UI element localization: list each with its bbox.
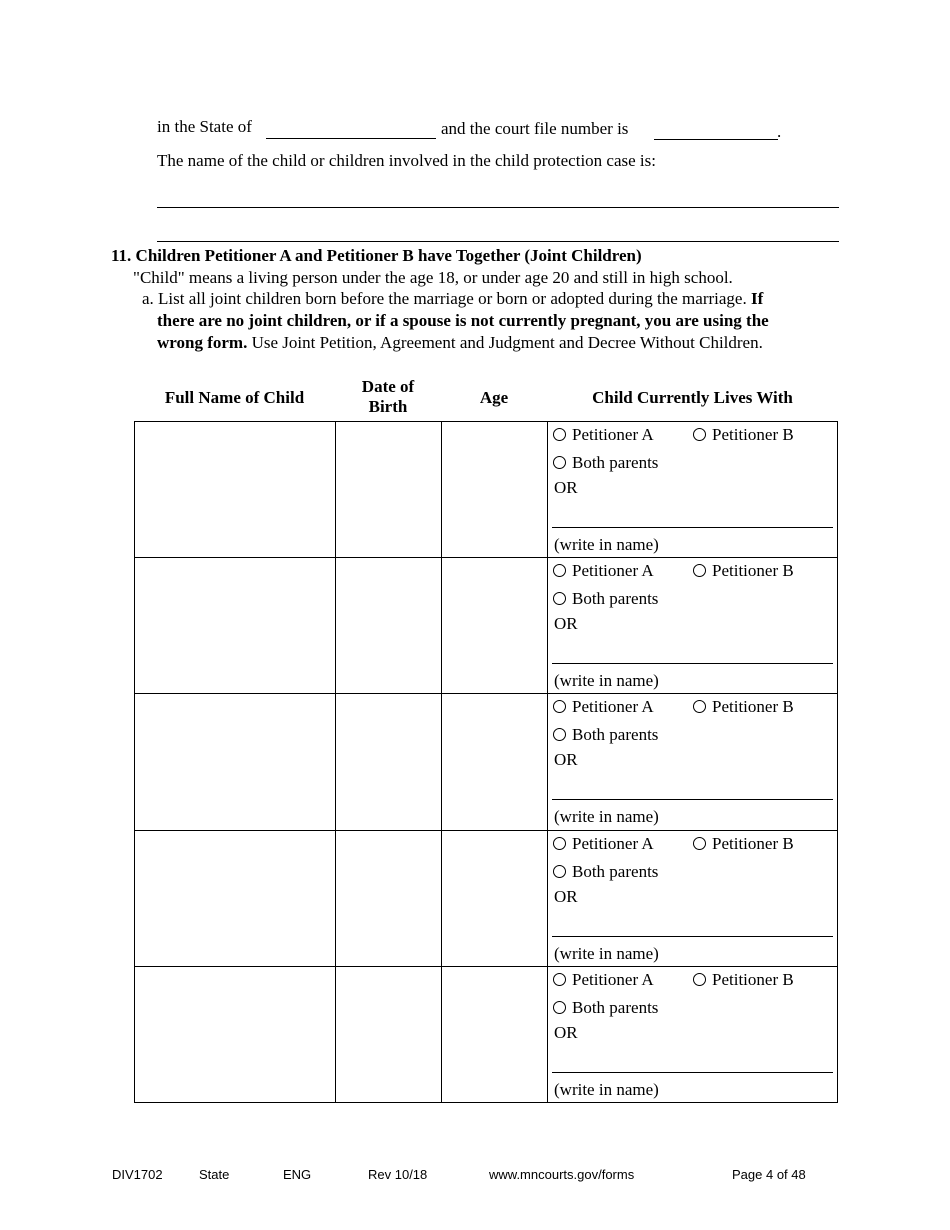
write-in-name-field[interactable] bbox=[552, 663, 833, 664]
write-in-label: (write in name) bbox=[554, 807, 659, 826]
row-4-lives-with-cell bbox=[548, 831, 838, 967]
petitioner-b-option[interactable] bbox=[693, 834, 794, 854]
petitioner-a-option[interactable] bbox=[553, 834, 654, 854]
write-in-name-field[interactable] bbox=[552, 527, 833, 528]
item-a-bold-1: If bbox=[750, 289, 764, 308]
option-label: Both parents bbox=[572, 998, 659, 1017]
option-label: Both parents bbox=[572, 862, 659, 881]
write-in-label: (write in name) bbox=[554, 944, 659, 963]
footer-language: ENG bbox=[283, 1167, 312, 1182]
child-names-text: The name of the child or children involved in the child protection case is: bbox=[157, 151, 656, 170]
row-2-dob-cell[interactable] bbox=[337, 560, 439, 690]
radio-icon[interactable] bbox=[553, 428, 566, 441]
radio-icon[interactable] bbox=[693, 564, 706, 577]
option-label: Both parents bbox=[572, 589, 659, 608]
header-dob bbox=[335, 377, 441, 417]
children-table bbox=[134, 421, 838, 1103]
footer-form-id: DIV1702 bbox=[112, 1167, 163, 1182]
item-a-end: Use Joint Petition, Agreement and Judgment and Decree Without Children. bbox=[251, 333, 763, 352]
petitioner-b-option[interactable] bbox=[693, 561, 794, 581]
radio-icon[interactable] bbox=[693, 837, 706, 850]
header-dob-line-1: Date of bbox=[361, 377, 415, 396]
write-in-label: (write in name) bbox=[554, 1080, 659, 1099]
row-1-lives-with-cell bbox=[548, 422, 838, 558]
petitioner-a-option[interactable] bbox=[553, 561, 654, 581]
or-text: OR bbox=[554, 478, 578, 497]
option-label: Both parents bbox=[572, 725, 659, 744]
court-file-number-field[interactable] bbox=[654, 139, 778, 140]
radio-icon[interactable] bbox=[693, 700, 706, 713]
radio-icon[interactable] bbox=[553, 837, 566, 850]
row-3-dob-cell[interactable] bbox=[337, 696, 439, 826]
radio-icon[interactable] bbox=[553, 700, 566, 713]
footer-url[interactable]: www.mncourts.gov/forms bbox=[489, 1167, 635, 1182]
row-1-name-cell[interactable] bbox=[137, 424, 333, 554]
row-2-name-cell[interactable] bbox=[137, 560, 333, 690]
or-text: OR bbox=[554, 750, 578, 769]
option-label: Petitioner A bbox=[572, 561, 654, 580]
child-names-field-line-1[interactable] bbox=[157, 207, 839, 208]
option-label: Petitioner A bbox=[572, 834, 654, 853]
both-parents-option[interactable] bbox=[553, 998, 658, 1018]
header-full-name: Full Name of Child bbox=[164, 388, 305, 407]
petitioner-b-option[interactable] bbox=[693, 970, 794, 990]
row-5-age-cell[interactable] bbox=[443, 969, 545, 1099]
write-in-name-field[interactable] bbox=[552, 1072, 833, 1073]
state-prefix-text: in the State of bbox=[157, 117, 252, 136]
item-a-line-3 bbox=[157, 333, 763, 353]
both-parents-option[interactable] bbox=[553, 453, 658, 473]
row-3-lives-with-cell bbox=[548, 694, 838, 830]
radio-icon[interactable] bbox=[553, 973, 566, 986]
option-label: Petitioner A bbox=[572, 697, 654, 716]
both-parents-option[interactable] bbox=[553, 589, 658, 609]
radio-icon[interactable] bbox=[553, 865, 566, 878]
row-3-age-cell[interactable] bbox=[443, 696, 545, 826]
petitioner-a-option[interactable] bbox=[553, 425, 654, 445]
footer-jurisdiction: State bbox=[199, 1167, 230, 1182]
write-in-label: (write in name) bbox=[554, 535, 659, 554]
row-5-lives-with-cell bbox=[548, 967, 838, 1103]
write-in-name-field[interactable] bbox=[552, 799, 833, 800]
or-text: OR bbox=[554, 887, 578, 906]
item-a-start: a. List all joint children born before the marriage or born or adopted during the marriage. bbox=[142, 289, 747, 308]
state-field[interactable] bbox=[266, 138, 436, 139]
petitioner-a-option[interactable] bbox=[553, 697, 654, 717]
option-label: Petitioner B bbox=[712, 425, 794, 444]
option-label: Petitioner B bbox=[712, 561, 794, 580]
row-4-name-cell[interactable] bbox=[137, 833, 333, 963]
section-11-heading: 11. Children Petitioner A and Petitioner B have Together (Joint Children) bbox=[111, 246, 642, 265]
petitioner-b-option[interactable] bbox=[693, 697, 794, 717]
or-text: OR bbox=[554, 614, 578, 633]
option-label: Petitioner B bbox=[712, 834, 794, 853]
radio-icon[interactable] bbox=[553, 1001, 566, 1014]
row-2-lives-with-cell bbox=[548, 558, 838, 694]
footer-revision: Rev 10/18 bbox=[368, 1167, 428, 1182]
col-divider-2 bbox=[441, 422, 442, 1102]
footer-page-number: Page 4 of 48 bbox=[732, 1167, 806, 1182]
header-dob-line-2: Birth bbox=[368, 397, 408, 416]
or-text: OR bbox=[554, 1023, 578, 1042]
row-1-age-cell[interactable] bbox=[443, 424, 545, 554]
item-a-bold-2: there are no joint children, or if a spouse is not currently pregnant, you are using the bbox=[157, 311, 769, 330]
col-divider-1 bbox=[335, 422, 336, 1102]
period-text: . bbox=[777, 122, 782, 141]
header-lives-with: Child Currently Lives With bbox=[592, 388, 793, 407]
petitioner-b-option[interactable] bbox=[693, 425, 794, 445]
radio-icon[interactable] bbox=[693, 428, 706, 441]
row-4-age-cell[interactable] bbox=[443, 833, 545, 963]
option-label: Petitioner A bbox=[572, 425, 654, 444]
row-2-age-cell[interactable] bbox=[443, 560, 545, 690]
item-a-line-1 bbox=[142, 289, 763, 309]
radio-icon[interactable] bbox=[553, 728, 566, 741]
child-names-field-line-2[interactable] bbox=[157, 241, 839, 242]
option-label: Petitioner A bbox=[572, 970, 654, 989]
write-in-name-field[interactable] bbox=[552, 936, 833, 937]
write-in-label: (write in name) bbox=[554, 671, 659, 690]
row-1-dob-cell[interactable] bbox=[337, 424, 439, 554]
radio-icon[interactable] bbox=[553, 592, 566, 605]
radio-icon[interactable] bbox=[553, 564, 566, 577]
option-label: Petitioner B bbox=[712, 970, 794, 989]
radio-icon[interactable] bbox=[693, 973, 706, 986]
option-label: Both parents bbox=[572, 453, 659, 472]
header-age: Age bbox=[479, 388, 509, 407]
both-parents-option[interactable] bbox=[553, 725, 658, 745]
row-4-dob-cell[interactable] bbox=[337, 833, 439, 963]
file-number-text: and the court file number is bbox=[441, 119, 629, 138]
radio-icon[interactable] bbox=[553, 456, 566, 469]
row-5-name-cell[interactable] bbox=[137, 969, 333, 1099]
row-3-name-cell[interactable] bbox=[137, 696, 333, 826]
both-parents-option[interactable] bbox=[553, 862, 658, 882]
option-label: Petitioner B bbox=[712, 697, 794, 716]
child-definition: "Child" means a living person under the age 18, or under age 20 and still in high school. bbox=[133, 268, 733, 287]
item-a-bold-3: wrong form. bbox=[157, 333, 248, 352]
petitioner-a-option[interactable] bbox=[553, 970, 654, 990]
row-5-dob-cell[interactable] bbox=[337, 969, 439, 1099]
